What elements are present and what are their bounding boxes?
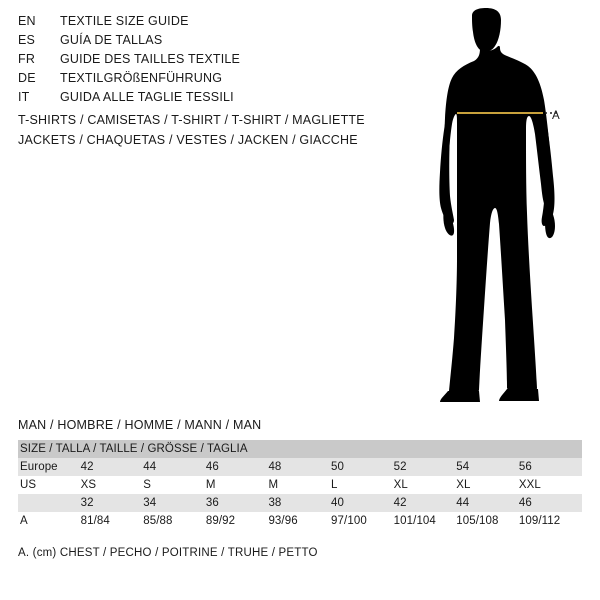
category-jackets: JACKETS / CHAQUETAS / VESTES / JACKEN / GIACCHE [18, 133, 358, 147]
table-cell: 48 [268, 458, 331, 476]
table-cell: 34 [143, 494, 206, 512]
table-row [18, 494, 582, 512]
table-cell: 46 [206, 458, 269, 476]
language-code: FR [18, 52, 36, 66]
category-tshirts: T-SHIRTS / CAMISETAS / T-SHIRT / T-SHIRT / MAGLIETTE [18, 113, 365, 127]
table-cell: 44 [143, 458, 206, 476]
table-cell: XL [456, 476, 519, 494]
row-label: US [18, 476, 81, 494]
male-silhouette-icon [400, 8, 600, 408]
table-cell: 36 [206, 494, 269, 512]
table-cell: 56 [519, 458, 582, 476]
language-code: EN [18, 14, 36, 28]
category-list [18, 110, 418, 150]
table-cell: XXL [519, 476, 582, 494]
language-title: GUIDE DES TAILLES TEXTILE [60, 52, 241, 66]
table-row [18, 512, 582, 530]
table-header-row [18, 440, 582, 458]
table-cell: S [143, 476, 206, 494]
table-cell: 93/96 [268, 512, 331, 530]
mannequin-figure [400, 8, 600, 408]
language-title: GUÍA DE TALLAS [60, 33, 163, 47]
table-cell: 38 [268, 494, 331, 512]
table-cell: 54 [456, 458, 519, 476]
gender-heading: MAN / HOMBRE / HOMME / MANN / MAN [18, 418, 262, 432]
table-cell: 85/88 [143, 512, 206, 530]
language-title: GUIDA ALLE TAGLIE TESSILI [60, 90, 234, 104]
row-label [18, 494, 81, 512]
language-title: TEXTILE SIZE GUIDE [60, 14, 189, 28]
table-cell: 44 [456, 494, 519, 512]
language-row [18, 52, 368, 71]
table-cell: L [331, 476, 394, 494]
language-code: IT [18, 90, 30, 104]
table-cell: 46 [519, 494, 582, 512]
table-row [18, 458, 582, 476]
language-list [18, 14, 368, 109]
table-cell: 52 [394, 458, 457, 476]
table-cell: M [206, 476, 269, 494]
table-cell: 101/104 [394, 512, 457, 530]
table-cell: 40 [331, 494, 394, 512]
language-code: ES [18, 33, 36, 47]
language-code: DE [18, 71, 36, 85]
size-table [18, 440, 582, 530]
footnote: A. (cm) CHEST / PECHO / POITRINE / TRUHE / PETTO [18, 547, 318, 559]
size-table-wrapper [18, 440, 582, 530]
language-row [18, 14, 368, 33]
table-cell: 81/84 [81, 512, 144, 530]
table-cell: 97/100 [331, 512, 394, 530]
language-row [18, 33, 368, 52]
row-label: Europe [18, 458, 81, 476]
table-cell: M [268, 476, 331, 494]
table-cell: XS [81, 476, 144, 494]
language-title: TEXTILGRÖßENFÜHRUNG [60, 71, 223, 85]
table-cell: XL [394, 476, 457, 494]
table-cell: 42 [394, 494, 457, 512]
table-cell: 89/92 [206, 512, 269, 530]
language-row [18, 71, 368, 90]
row-label: A [18, 512, 81, 530]
table-cell: 32 [81, 494, 144, 512]
table-header-label: SIZE / TALLA / TAILLE / GRÖSSE / TAGLIA [18, 440, 582, 458]
table-cell: 50 [331, 458, 394, 476]
table-cell: 105/108 [456, 512, 519, 530]
language-row [18, 90, 368, 109]
table-cell: 109/112 [519, 512, 582, 530]
chest-measure-label: A [552, 110, 560, 122]
table-cell: 42 [81, 458, 144, 476]
table-row [18, 476, 582, 494]
